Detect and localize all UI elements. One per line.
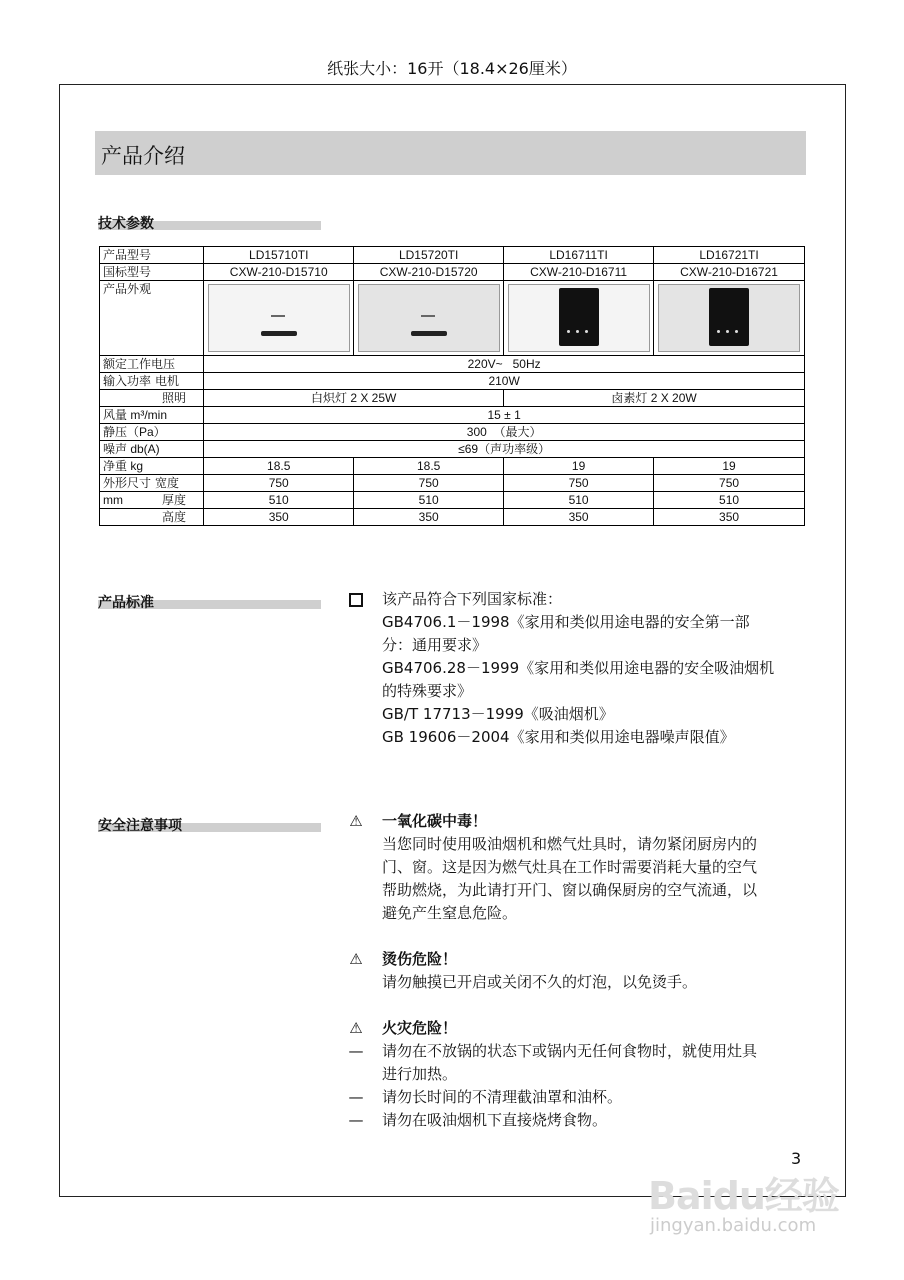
row-label: 额定工作电压 [100,356,204,373]
warning-burn [346,948,812,994]
width-cell: 750 [354,475,504,492]
warning-line: 请勿触摸已开启或关闭不久的灯泡，以免烫手。 [382,973,698,991]
width-cell: 750 [504,475,654,492]
standard-line: 的特殊要求》 [382,682,473,700]
fire-list-item [346,1109,812,1132]
light-label: 照明 [100,390,204,407]
row-label [100,373,204,390]
table-row [100,492,805,509]
standard-line: GB4706.28－1999《家用和类似用途电器的安全吸油烟机 [382,659,775,677]
height-cell: 350 [354,509,504,526]
row-label: 净重 kg [100,458,204,475]
standard-line: 分：通用要求》 [382,636,488,654]
dash-bullet: — [348,1111,364,1129]
standards-intro: 该产品符合下列国家标准： [382,590,563,608]
row-label: 静压（Pa） [100,424,204,441]
depth-cell: 510 [504,492,654,509]
section-banner [95,131,806,175]
watermark-logo: Baidu经验 [648,1174,839,1218]
depth-cell: 510 [654,492,805,509]
power-label: 输入功率 [103,374,152,388]
fire-list-item [346,1040,812,1086]
height-cell: 350 [504,509,654,526]
standards-title: 产品标准 [98,595,154,611]
depth-label: 厚度 [162,493,187,507]
standard-line: GB4706.1－1998《家用和类似用途电器的安全第一部 [382,613,750,631]
height-cell: 350 [654,509,805,526]
dash-bullet: — [348,1088,364,1106]
light-power-cell: 白炽灯 2 X 25W [204,390,504,407]
range-hood-image [658,284,800,352]
warning-co [346,810,812,925]
weight-cell: 19 [654,458,805,475]
fire-item-line: 请勿在吸油烟机下直接烧烤食物。 [382,1111,608,1129]
hood-glass-panel [559,288,599,346]
warning-title: 火灾危险！ [382,1019,458,1037]
table-row [100,424,805,441]
table-row [100,373,805,390]
table-row [100,475,805,492]
row-label: 国标型号 [100,264,204,281]
height-cell: 350 [204,509,354,526]
table-row [100,407,805,424]
row-label [100,475,204,492]
warning-title: 一氧化碳中毒！ [382,812,488,830]
standard-line: GB/T 17713－1999《吸油烟机》 [382,705,614,723]
warning-fire [346,1017,812,1040]
width-cell: 750 [204,475,354,492]
table-row [100,264,805,281]
depth-cell: 510 [204,492,354,509]
table-row [100,509,805,526]
weight-cell: 19 [504,458,654,475]
table-row [100,458,805,475]
std-model-cell: CXW-210-D15710 [204,264,354,281]
banner-title: 产品介绍 [101,144,185,168]
table-row [100,281,805,356]
dims-unit: mm [103,493,123,507]
appearance-cell [504,281,654,356]
row-label: 噪声 db(A) [100,441,204,458]
standard-line: GB 19606－2004《家用和类似用途电器噪声限值》 [382,728,735,746]
noise-cell: ≤69（声功率级） [204,441,805,458]
range-hood-image [208,284,350,352]
standards-block [346,588,812,749]
warning-triangle-icon: ⚠ [349,1019,363,1037]
height-label: 高度 [100,509,204,526]
weight-cell: 18.5 [354,458,504,475]
row-label: 产品外观 [100,281,204,356]
table-row [100,390,805,407]
appearance-cell [204,281,354,356]
dash-bullet: — [348,1042,364,1060]
table-row [100,356,805,373]
warning-line: 门、窗。这是因为燃气灶具在工作时需要消耗大量的空气 [382,858,758,876]
model-cell: LD16721TI [654,247,805,264]
hood-glass-panel [709,288,749,346]
depth-cell: 510 [354,492,504,509]
page-number: 3 [791,1149,802,1168]
spec-table [99,246,805,526]
fire-item-line: 请勿在不放锅的状态下或锅内无任何食物时，就使用灶具 [382,1042,758,1060]
hood-logo [271,315,285,317]
safety-block [346,810,812,1132]
table-row [100,247,805,264]
row-label: 产品型号 [100,247,204,264]
motor-label: 电机 [155,374,180,388]
model-cell: LD15720TI [354,247,504,264]
hood-logo [421,315,435,317]
warning-triangle-icon: ⚠ [349,950,363,968]
fire-item-line: 进行加热。 [382,1065,458,1083]
standards-item [346,588,812,749]
hood-controls [261,331,297,336]
fire-list-item [346,1086,812,1109]
light-power-cell: 卤素灯 2 X 20W [504,390,805,407]
fire-item-line: 请勿长时间的不清理截油罩和油杯。 [382,1088,623,1106]
tech-title: 技术参数 [98,216,154,232]
warning-triangle-icon: ⚠ [349,812,363,830]
pressure-cell: 300 （最大） [204,424,805,441]
model-cell: LD16711TI [504,247,654,264]
paper-size-note: 纸张大小：16开（18.4×26厘米） [327,59,577,78]
weight-cell: 18.5 [204,458,354,475]
std-model-cell: CXW-210-D15720 [354,264,504,281]
std-model-cell: CXW-210-D16721 [654,264,805,281]
range-hood-image [508,284,650,352]
hood-controls [411,331,447,336]
table-row [100,441,805,458]
dims-label: 外形尺寸 [103,476,152,490]
motor-power-cell: 210W [204,373,805,390]
row-label: 风量 m³/min [100,407,204,424]
warning-title: 烫伤危险！ [382,950,458,968]
airflow-cell: 15 ± 1 [204,407,805,424]
width-label: 宽度 [155,476,180,490]
warning-line: 当您同时使用吸油烟机和燃气灶具时，请勿紧闭厨房内的 [382,835,758,853]
voltage-cell: 220V~ 50Hz [204,356,805,373]
std-model-cell: CXW-210-D16711 [504,264,654,281]
checkbox-icon [346,588,366,614]
warning-line: 避免产生窒息危险。 [382,904,518,922]
appearance-cell [354,281,504,356]
safety-title: 安全注意事项 [98,818,182,834]
model-cell: LD15710TI [204,247,354,264]
width-cell: 750 [654,475,805,492]
row-label [100,492,204,509]
warning-line: 帮助燃烧，为此请打开门、窗以确保厨房的空气流通，以 [382,881,758,899]
range-hood-image [358,284,500,352]
appearance-cell [654,281,805,356]
watermark-url: jingyan.baidu.com [650,1215,817,1236]
